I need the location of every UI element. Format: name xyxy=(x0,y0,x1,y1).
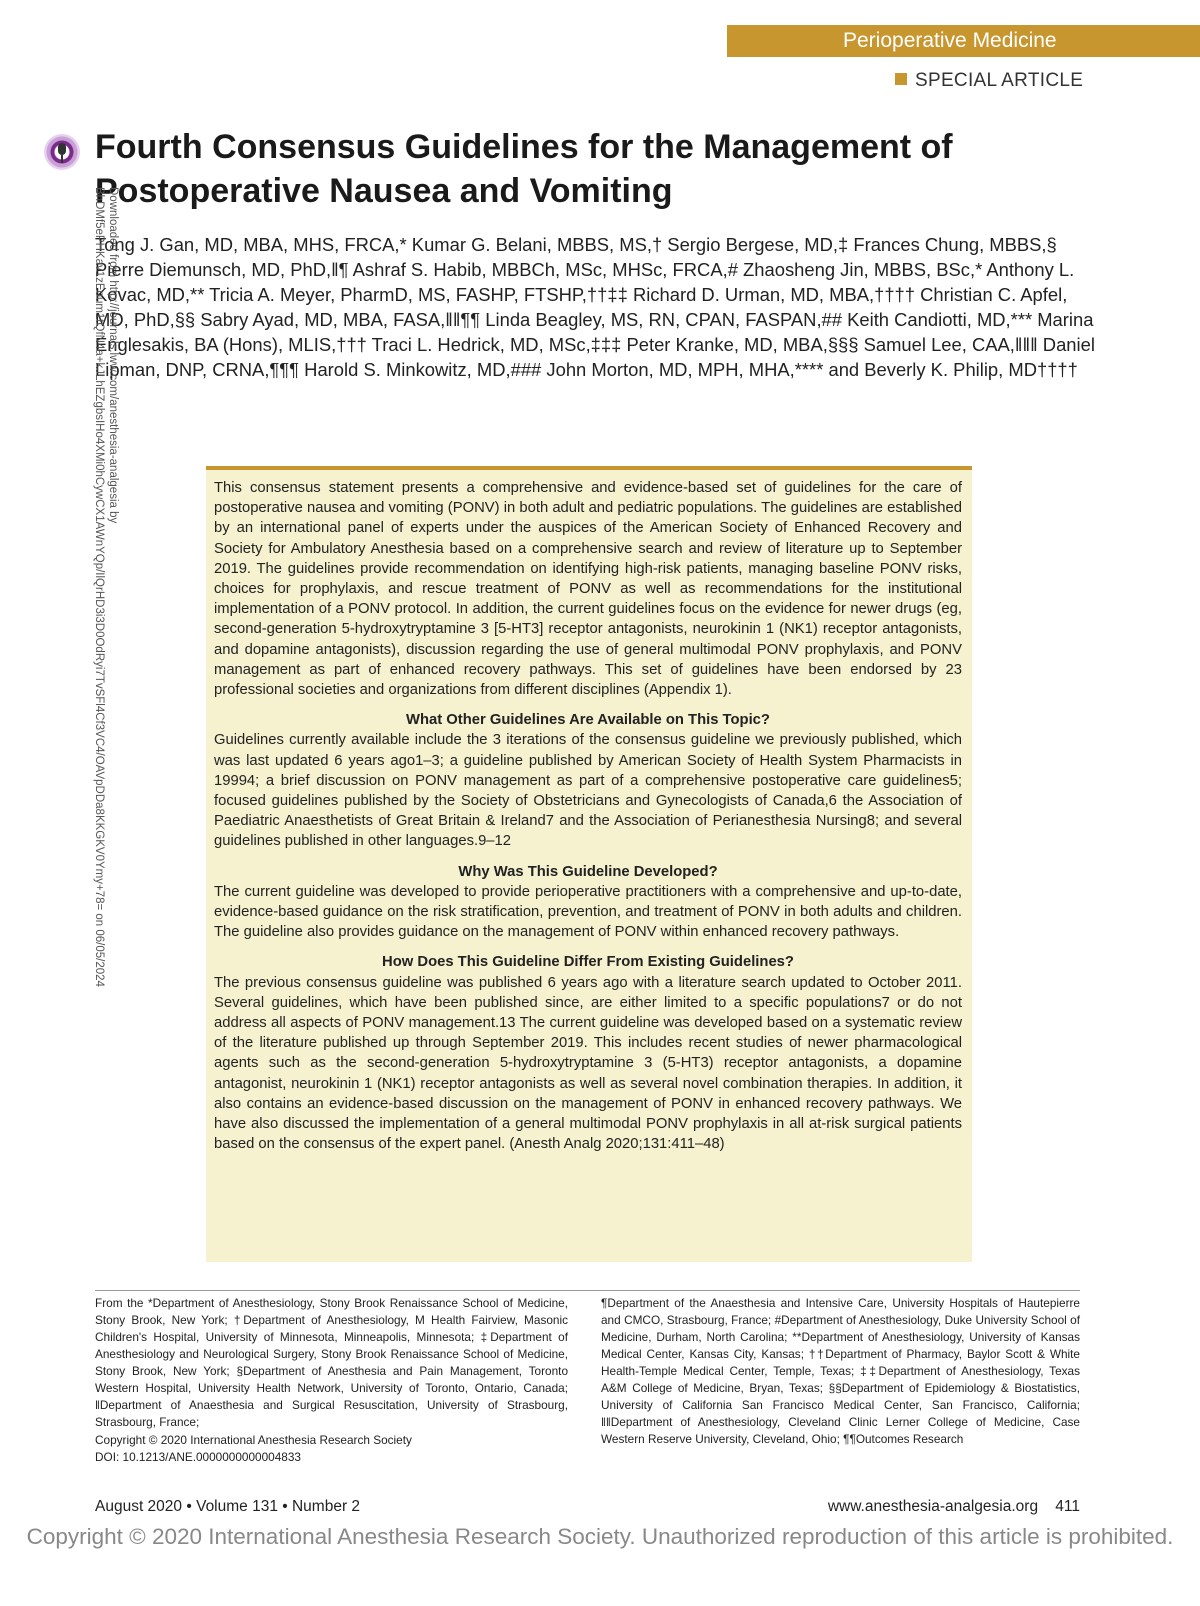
article-title: Fourth Consensus Guidelines for the Management of Postoperative Nausea and Vomiting xyxy=(95,128,953,210)
download-watermark: Downloaded from http://journals.lww.com/anesthesia-analgesia by BhDMf5ePHKav1zEoum1tQfN4a+kJLhEZgbsIHo4XMi0hCywCX1AWnYQp/IlQrHD3i3D0OdRyi7TvSFl4Cf3VC4/OAVpDDa8KKGKV0Ymy+78= on 06/05/2024 xyxy=(93,187,119,987)
issue-info: August 2020 • Volume 131 • Number 2 xyxy=(95,1498,361,1515)
podcast-icon[interactable] xyxy=(44,134,80,170)
microphone-icon xyxy=(58,143,66,155)
footnote-divider xyxy=(95,1290,1080,1291)
section-banner xyxy=(727,25,1200,57)
abstract-heading-other-guidelines: What Other Guidelines Are Available on This Topic? xyxy=(406,712,770,729)
abstract-heading-why-developed: Why Was This Guideline Developed? xyxy=(458,863,718,880)
affiliations-left: From the *Department of Anesthesiology, Stony Brook Renaissance School of Medicine, Stony Brook, New York; †Department of Anesthesiology, M Health Fairview, Masonic Children's Hospital, University of Minnesota, Minneapolis, Minnesota; ‡Department of Anesthesiology and Neurological Surgery, Stony Brook Renaissance School of Medicine, Stony Brook, New York; §Department of Anesthesia and Pain Management, Toronto Western Hospital, University Health Network, University of Toronto, Ontario, Canada; ‖Department of Anaesthesia and Surgical Resuscitation, University of Strasbourg, Strasbourg, France; xyxy=(95,1296,568,1429)
abstract-paragraph-why-developed: The current guideline was developed to provide perioperative practitioners with a comprehensive and up-to-date, evidence-based guidance on the risk stratification, prevention, and treatment of PONV in both adults and children. The guideline also provides guidance on the management of PONV within enhanced recovery pathways. xyxy=(214,883,962,941)
article-type-label: SPECIAL ARTICLE xyxy=(915,70,1084,91)
abstract-box xyxy=(206,466,972,1262)
bullet-icon xyxy=(895,73,907,85)
author-list: Tong J. Gan, MD, MBA, MHS, FRCA,* Kumar G. Belani, MBBS, MS,† Sergio Bergese, MD,‡ Frances Chung, MBBS,§ Pierre Diemunsch, MD, PhD,‖¶ Ashraf S. Habib, MBBCh, MSc, MHSc, FRCA,# Zhaosheng Jin, MBBS, BSc,* Anthony L. Kovac, MD,** Tricia A. Meyer, PharmD, MS, FASHP, FTSHP,††‡‡ Richard D. Urman, MD, MBA,†††† Christian C. Apfel, MD, PhD,§§ Sabry Ayad, MD, MBA, FASA,‖‖¶¶ Linda Beagley, MS, RN, CPAN, FASPAN,## Keith Candiotti, MD,*** Marina Englesakis, BA (Hons), MLIS,††† Traci L. Hedrick, MD, MSc,‡‡‡ Peter Kranke, MD, MBA,§§§ Samuel Lee, CAA,‖‖‖ Daniel Lipman, DNP, CRNA,¶¶¶ Harold S. Minkowitz, MD,### John Morton, MD, MPH, MHA,**** and Beverly K. Philip, MD†††† xyxy=(95,234,1095,380)
article-type xyxy=(895,70,1083,92)
abstract-heading-how-differ: How Does This Guideline Differ From Existing Guidelines? xyxy=(382,954,794,971)
copyright-banner: Copyright © 2020 International Anesthesia Research Society. Unauthorized reproduction of this article is prohibited. xyxy=(26,1524,1174,1549)
abstract-paragraph-other-guidelines: Guidelines currently available include the 3 iterations of the consensus guideline we previously published, which was last updated 6 years ago1–3; a guideline published by American Society of Health System Pharmacists in 19994; a brief discussion on PONV management as part of a comprehensive postoperative care guidelines5; focused guidelines published by the Society of Obstetricians and Gynecologists of Canada,6 the Association of Paediatric Anaesthetists of Great Britain & Ireland7 and the Association of Perianesthesia Nursing8; and several guidelines published in other languages.9–12 xyxy=(214,732,962,850)
doi-line[interactable]: DOI: 10.1213/ANE.0000000000004833 xyxy=(95,1450,301,1464)
microphone-stand xyxy=(61,155,63,163)
copyright-line: Copyright © 2020 International Anesthesia Research Society xyxy=(95,1433,412,1447)
copyright-notice xyxy=(95,1432,568,1466)
site-and-page[interactable]: www.anesthesia-analgesia.org 411 xyxy=(827,1498,1080,1515)
abstract-intro: This consensus statement presents a comprehensive and evidence-based set of guidelines for the care of postoperative nausea and vomiting (PONV) in both adult and pediatric populations. The guidelines are established by an international panel of experts under the auspices of the American Society of Enhanced Recovery and Society for Ambulatory Anesthesia based on a comprehensive search and review of literature up to September 2019. The guidelines provide recommendation on identifying high-risk patients, managing baseline PONV risks, choices for prophylaxis, and rescue treatment of PONV as well as recommendations for the institutional implementation of a PONV protocol. In addition, the current guidelines focus on the evidence for newer drugs (eg, second-generation 5-hydroxytryptamine 3 [5-HT3] receptor antagonists, neurokinin 1 (NK1) receptor antagonists, and dopamine antagonists), discussion regarding the use of general multimodal PONV prophylaxis, and PONV management as part of enhanced recovery pathways. This set of guidelines have been endorsed by 23 professional societies and organizations from different disciplines (Appendix 1). xyxy=(214,480,962,699)
section-label: Perioperative Medicine xyxy=(843,29,1057,52)
abstract-paragraph-how-differ: The previous consensus guideline was published 6 years ago with a literature search updated to October 2011. Several guidelines, which have been published since, are either limited to a specific populations7 or do not address all aspects of PONV management.13 The current guideline was developed based on a systematic review of the literature published up through September 2019. This includes recent studies of newer pharmacological agents such as the second-generation 5-hydroxytryptamine 3 (5-HT3) receptor antagonists, a dopamine antagonist, neurokinin 1 (NK1) receptor antagonists as well as several novel combination therapies. In addition, it also contains an evidence-based discussion on the management of PONV in enhanced recovery pathways. We have also discussed the implementation of a general multimodal PONV prophylaxis in all at-risk surgical patients based on the consensus of the expert panel. (Anesth Analg 2020;131:411–48) xyxy=(214,974,962,1153)
affiliations-right: ¶Department of the Anaesthesia and Intensive Care, University Hospitals of Hautepierre and CMCO, Strasbourg, France; #Department of Anesthesiology, Duke University School of Medicine, Durham, North Carolina; **Department of Anesthesiology, University of Kansas Medical Center, Kansas City, Kansas; ††Department of Pharmacy, Baylor Scott & White Health-Temple Medical Center, Temple, Texas; ‡‡Department of Anesthesiology, Texas A&M College of Medicine, Bryan, Texas; §§Department of Epidemiology & Biostatistics, University of California San Francisco Medical Center, San Francisco, California; ‖‖Department of Anesthesiology, Cleveland Clinic Lerner College of Medicine, Case Western Reserve University, Cleveland, Ohio; ¶¶Outcomes Research xyxy=(601,1296,1080,1446)
